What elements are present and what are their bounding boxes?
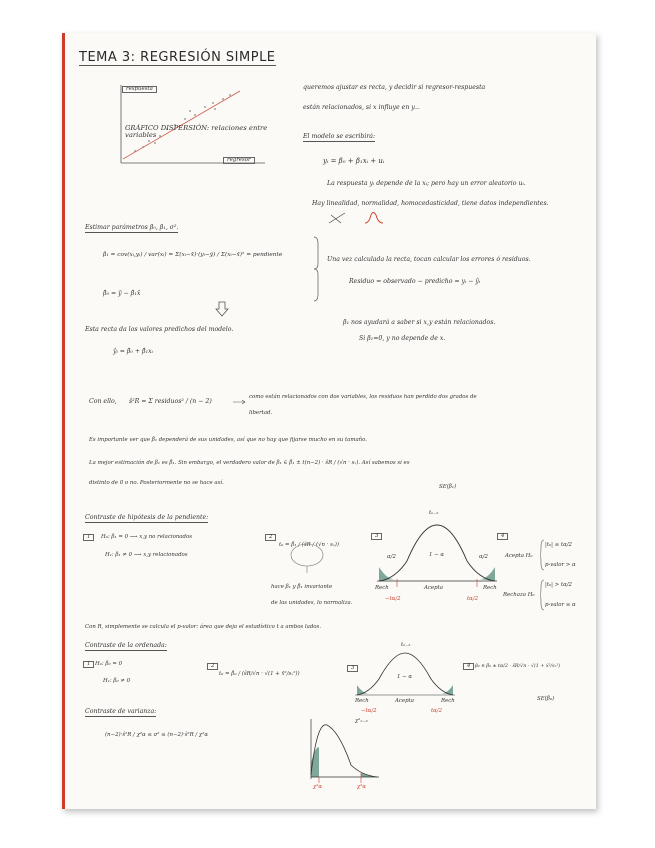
stat-note-2: de las unidades, lo normaliza. [271, 600, 353, 606]
intro-line-2: están relacionados, si x influye en y... [303, 104, 420, 111]
stat-circle-sketch [287, 533, 327, 569]
accept-region: Acepta [424, 585, 443, 591]
reject-cond-2: p-valor ≤ α [545, 602, 576, 608]
important-line-1: Es importante ver que β̂₁ dependerá de sus unidades, así que no hay que fijarse mucho en su tamaño. [89, 437, 368, 443]
accept-cond-1: |t₀| ≤ tα/2 [545, 542, 572, 548]
reject-right: Rech [483, 585, 497, 591]
estimate-heading: Estimar parámetros β₀, β₁, σ². [85, 225, 178, 233]
se-b1-label: SE(β̂₁) [439, 484, 457, 490]
stat-note-1: hace β₁ y β̂₁ invariante [271, 584, 333, 590]
reject-h0: Rechaza H₀ [503, 592, 535, 598]
alpha-half-left: α/2 [387, 554, 396, 560]
slope-h1: H₁: β₁ ≠ 0 ⟶ x,y relacionados [105, 552, 188, 558]
intercept-step-3: 3 [347, 665, 358, 672]
variance-note-1: como están relacionados con dos variables, los residuos han perdido dos grados de [249, 394, 477, 400]
scatter-label-regressor: regresor [223, 157, 255, 164]
reject-right-2: Rech [441, 698, 455, 704]
chi-label: χ²ₙ₋₂ [355, 718, 368, 724]
intercept-h0: H₀: β₀ = 0 [95, 661, 123, 667]
response-line: La respuesta yᵢ depende de la xᵢ; pero hay un error aleatorio uᵢ. [327, 180, 526, 187]
arrow-icon [233, 400, 247, 404]
accept-h0: Acepta H₀ [505, 553, 533, 559]
assumptions-line: Hay linealidad, normalidad, homocedasticidad, tiene datos independientes. [312, 200, 549, 207]
slope-step-4: 4 [497, 533, 508, 540]
reject-left: Rech [375, 585, 389, 591]
slope-step-1: 1 [83, 534, 94, 541]
reject-left-2: Rech [355, 698, 369, 704]
intercept-step-1: 1 [83, 661, 94, 668]
slope-step-3: 3 [371, 533, 382, 540]
pos-critical-2: tα/2 [431, 708, 443, 714]
variance-note-2: libertad. [249, 410, 273, 416]
slope-h0: H₀: β₁ = 0 ⟶ x,y no relacionados [101, 534, 192, 540]
intercept-h1: H₁: β₀ ≠ 0 [103, 678, 131, 684]
pos-critical: tα/2 [467, 596, 479, 602]
notebook-page [62, 33, 596, 809]
variance-contrast-heading: Contraste de varianza: [85, 709, 156, 717]
slope-statistic: t₀ = β̂₁ / (ŝR / (√n · sₓ)) [279, 542, 339, 548]
accept-brace [540, 539, 544, 571]
chi-left: χ²α [313, 784, 323, 790]
model-label: El modelo se escribirá: [303, 134, 375, 142]
scatter-label-response: respuesta [122, 86, 157, 93]
b1-equation: β̂₁ = cov(xᵢ,yᵢ) / var(xᵢ) = Σ(xᵢ−x̄)·(yᵢ−ȳ) / Σ(xᵢ−x̄)² = pendiente [103, 252, 283, 258]
reject-cond-1: |t₀| > tα/2 [545, 582, 572, 588]
predict-note: Esta recta da los valores predichos del modelo. [85, 326, 234, 333]
predict-equation: ŷᵢ = β̂₀ + β̂₁xᵢ [113, 348, 153, 355]
intercept-ci: β₀ ∈ β̂₀ ± tα/2 · ŝR/√n · √(1 + x̄²/sₓ²) [475, 664, 561, 669]
b0-equation: β̂₀ = ȳ − β̂₁x̄ [103, 290, 141, 297]
alpha-half-right: α/2 [479, 554, 488, 560]
pvalue-note: Con R, simplemente se calcula el p-valor: área que deja el estadístico t a ambos lados. [85, 624, 322, 630]
slope-contrast-heading: Contraste de hipótesis de la pendiente: [85, 515, 208, 523]
b1-note-2: Si β₁=0, y no depende de x. [359, 335, 446, 342]
reject-brace [540, 579, 544, 611]
page-title: TEMA 3: REGRESIÓN SIMPLE [79, 50, 276, 65]
intercept-statistic: t₀ = β̂₀ / (ŝR/√n · √(1 + x̄²/sₓ²)) [219, 671, 300, 677]
residual-note: Una vez calculada la recta, tocan calcular los errores ó residuos. [327, 256, 531, 263]
model-equation: yᵢ = β₀ + β₁xᵢ + uᵢ [323, 157, 385, 165]
intercept-contrast-heading: Contraste de la ordenada: [85, 643, 167, 651]
neg-critical-2: −tα/2 [361, 708, 377, 714]
variance-equation: ŝ²R = Σ residuos² / (n − 2) [129, 398, 212, 405]
center-area-2: 1 − α [397, 674, 413, 680]
variance-label: Con ello, [89, 398, 117, 405]
scatter-caption: GRÁFICO DISPERSIÓN: relaciones entre variables [125, 124, 268, 139]
linearity-sketch-icon [327, 211, 397, 225]
important-line-3: distinto de 0 o no. Posteriormente no se hace así. [89, 480, 224, 486]
slope-step-2: 2 [265, 534, 276, 541]
chi-right: χ²α [357, 784, 367, 790]
intro-line-1: queremos ajustar es recta, y decidir si regresor-respuesta [303, 84, 486, 91]
intercept-step-2: 2 [207, 663, 218, 670]
residual-equation: Residuo = observado − predicho = yᵢ − ŷᵢ [349, 278, 481, 285]
t-dist-label: tₙ₋₂ [429, 510, 439, 516]
center-area: 1 − α [429, 552, 445, 558]
b1-note-1: β₁ nos ayudará a saber si x,y están relacionados. [343, 319, 496, 326]
important-line-2: La mejor estimación de β₁ es β̂₁. Sin embargo, el verdadero valor de β₁ ∈ β̂₁ ± t(n−2) · ŝR / (√n · sₓ). Así sabemos si es [89, 460, 410, 466]
se-b0-label: SE(β̂₀) [537, 696, 555, 702]
accept-region-2: Acepta [395, 698, 414, 704]
brace-divider [313, 236, 319, 302]
chi-square-curve [309, 717, 379, 787]
t-dist-label-2: tₙ₋₂ [401, 642, 411, 648]
down-arrow-icon [215, 301, 229, 317]
accept-cond-2: p-valor > α [545, 562, 576, 568]
intercept-step-4: 4 [463, 663, 474, 670]
neg-critical: −tα/2 [385, 596, 401, 602]
variance-ci: (n−2)·ŝ²R / χ²α ≤ σ² ≤ (n−2)·ŝ²R / χ²α [105, 732, 208, 738]
